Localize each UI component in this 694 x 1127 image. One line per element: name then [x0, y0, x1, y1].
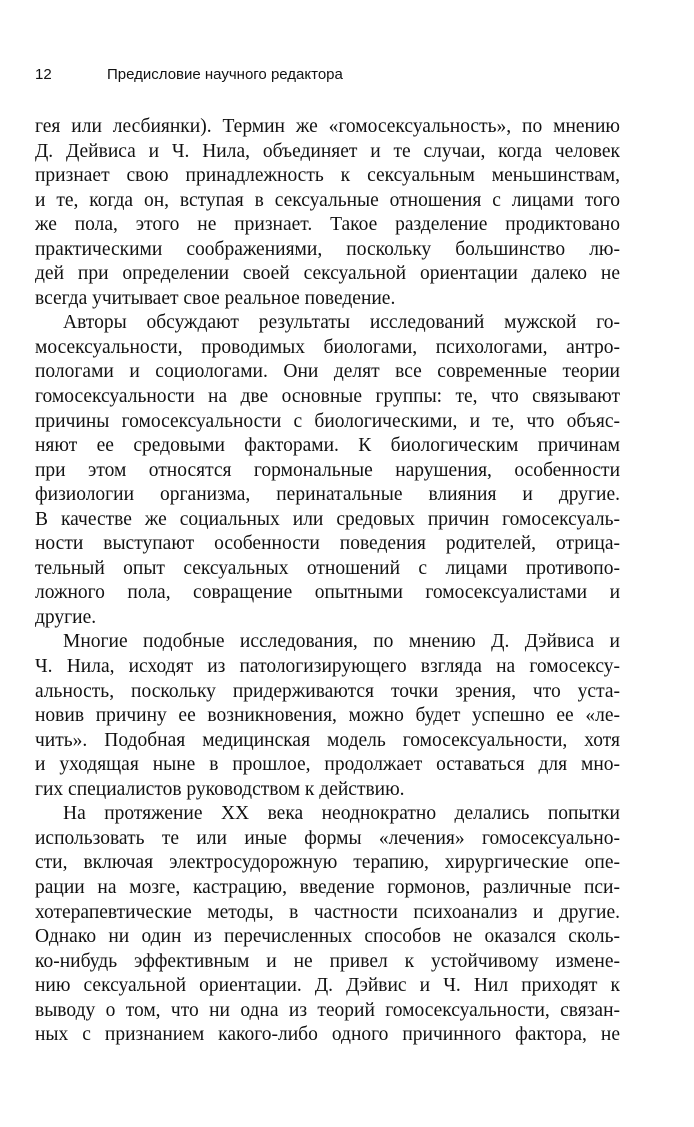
text-line: хотерапевтические методы, в частности психоанализ и другие. — [35, 901, 620, 923]
text-line: другие. — [35, 606, 97, 628]
text-line: Многие подобные исследования, по мнению Д. Дэйвиса и — [63, 631, 620, 653]
text-line: признает свою принадлежность к сексуальным меньшинствам, — [35, 165, 620, 187]
text-line: Ч. Нила, исходят из патологизирующего взгляда на гомосексу- — [35, 656, 620, 678]
text-line: чить». Подобная медицинская модель гомосексуальности, хотя — [35, 729, 620, 751]
text-line: сти, включая электросудорожную терапию, хирургические опе- — [35, 852, 620, 874]
text-line: гих специалистов руководством к действию. — [35, 778, 405, 800]
text-line: физиологии организма, перинатальные влияния и другие. — [35, 484, 620, 506]
text-line: гея или лесбиянки). Термин же «гомосексуальность», по мнению — [35, 116, 620, 137]
text-line: всегда учитывает свое реальное поведение. — [35, 287, 396, 309]
text-line: выводу о том, что ни одна из теорий гомосексуальности, связан- — [35, 999, 620, 1021]
paragraph — [35, 802, 620, 1047]
text-line: мосексуальности, проводимых биологами, психологами, антро- — [35, 336, 620, 358]
running-header — [35, 66, 343, 84]
text-line: рации на мозге, кастрацию, введение гормонов, различные пси- — [35, 876, 620, 898]
paragraph — [35, 311, 620, 630]
text-line: ных с признанием какого-либо одного причинного фактора, не — [35, 1024, 620, 1046]
text-line: тельный опыт сексуальных отношений с лицами противопо- — [35, 557, 620, 579]
text-line: и те, когда он, вступая в сексуальные отношения с лицами того — [35, 189, 620, 211]
text-line: альность, поскольку придерживаются точки зрения, что уста- — [35, 680, 620, 702]
text-line: Авторы обсуждают результаты исследований мужской го- — [63, 312, 620, 334]
page-number: 12 — [35, 66, 52, 83]
text-line: ности выступают особенности поведения родителей, отрица- — [35, 533, 620, 555]
body-text — [35, 115, 620, 1048]
text-line: Однако ни один из перечисленных способов не оказался сколь- — [35, 926, 620, 948]
text-line: ложного пола, совращение опытными гомосексуалистами и — [35, 582, 620, 604]
text-line: и уходящая ныне в прошлое, продолжает оставаться для мно- — [35, 754, 620, 776]
text-line: гомосексуальности на две основные группы: те, что связывают — [35, 386, 620, 408]
text-line: пологами и социологами. Они делят все современные теории — [35, 361, 620, 383]
paragraph — [35, 115, 620, 311]
paragraph — [35, 630, 620, 802]
text-line: няют ее средовыми факторами. К биологическим причинам — [35, 435, 620, 457]
text-line: причины гомосексуальности с биологическими, и те, что объяс- — [35, 410, 620, 432]
text-line: при этом относятся гормональные нарушения, особенности — [35, 459, 620, 481]
text-line: использовать те или иные формы «лечения» гомосексуально- — [35, 827, 620, 849]
text-line: В качестве же социальных или средовых причин гомосексуаль- — [35, 508, 620, 530]
text-line: нию сексуальной ориентации. Д. Дэйвис и Ч. Нил приходят к — [35, 975, 620, 997]
text-line: Д. Дейвиса и Ч. Нила, объединяет и те случаи, когда человек — [35, 140, 620, 162]
text-line: новив причину ее возникновения, можно будет успешно ее «ле- — [35, 705, 620, 727]
text-line: же пола, этого не признает. Такое разделение продиктовано — [35, 214, 620, 236]
text-line: На протяжение XX века неоднократно делались попытки — [63, 803, 620, 825]
running-title: Предисловие научного редактора — [107, 66, 343, 83]
text-line: ко-нибудь эффективным и не привел к устойчивому измене- — [35, 950, 620, 972]
text-line: практическими соображениями, поскольку большинство лю- — [35, 238, 620, 260]
text-line: дей при определении своей сексуальной ориентации далеко не — [35, 263, 620, 285]
